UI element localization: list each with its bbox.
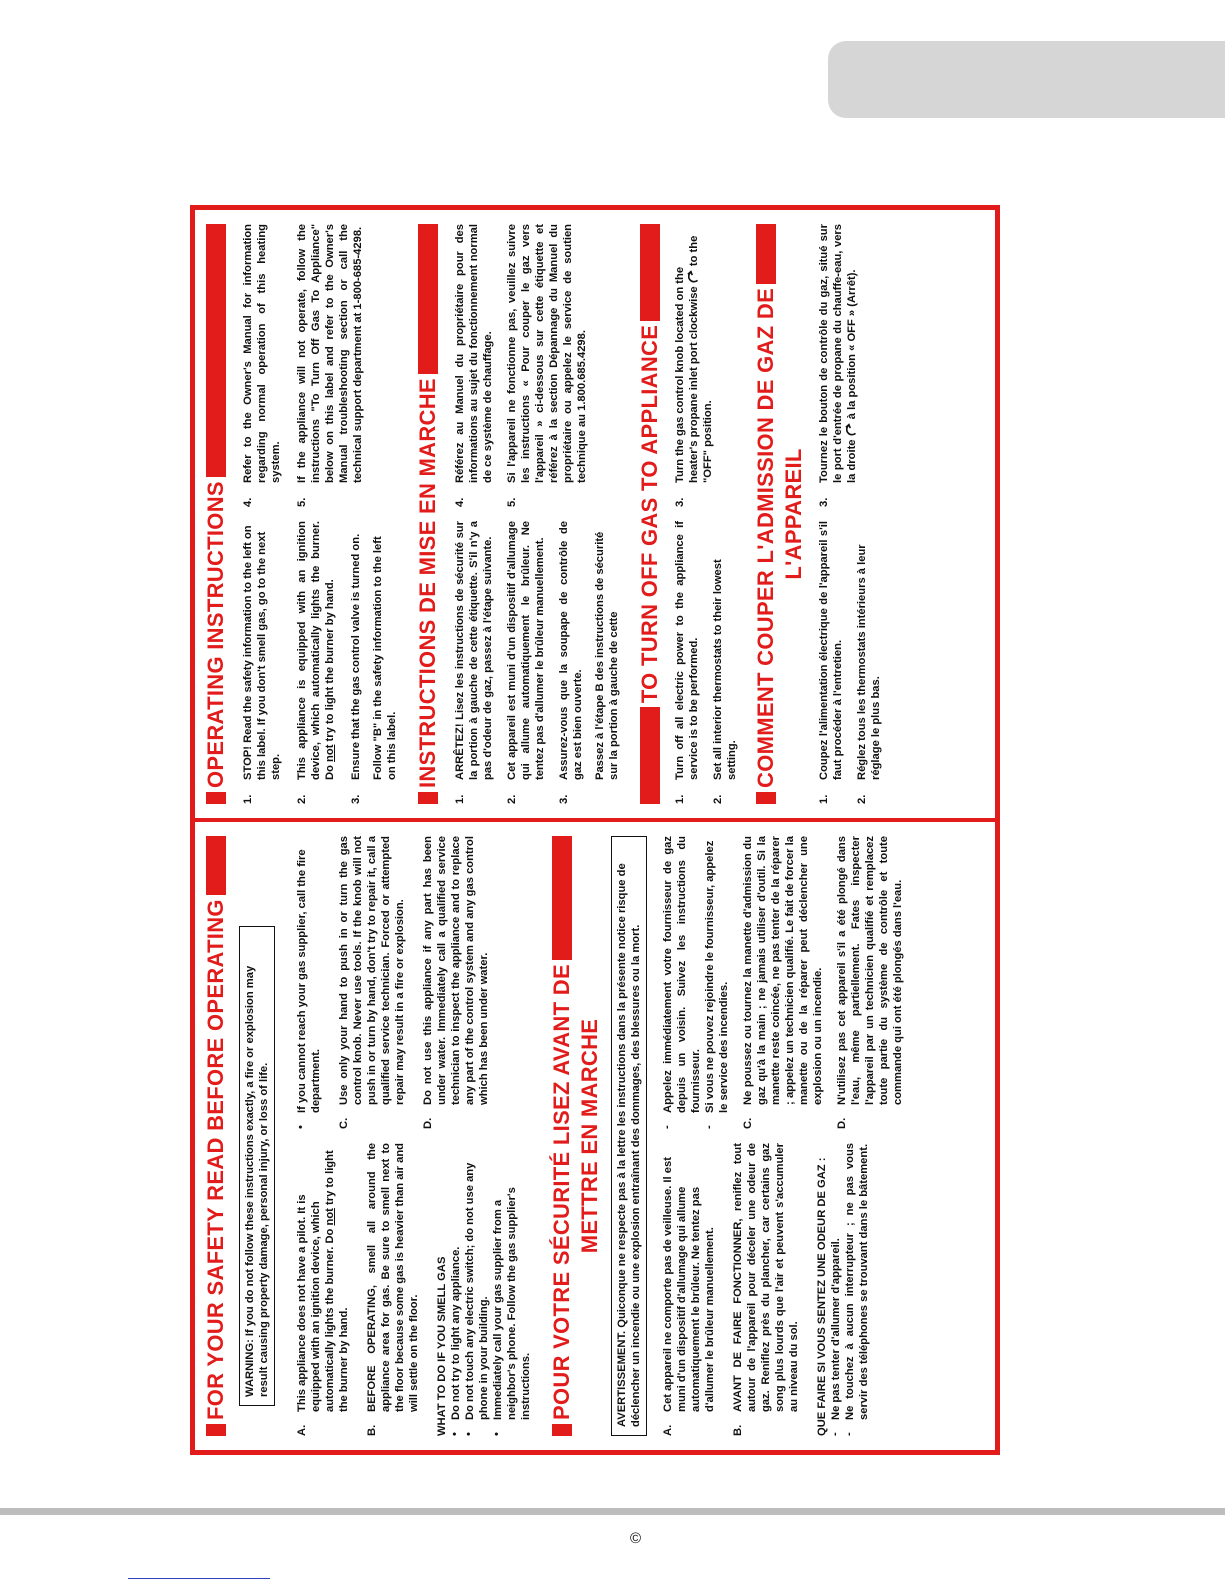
operating-step-3: Ensure that the gas control valve is turned on. bbox=[350, 533, 362, 780]
operating-heading-en: OPERATING INSTRUCTIONS bbox=[203, 224, 229, 804]
safety-item-d: Do not use this appliance if any part has been under water. Immediately call a qualified service technician to inspect the appliance and to replace any part of the control system and any gas control which has been under water. bbox=[422, 836, 490, 1105]
footer-link-underline[interactable] bbox=[128, 1578, 270, 1579]
turn-off-step-2: Set all interior thermostats to their lowest setting. bbox=[712, 559, 738, 780]
safety-heading-en: FOR YOUR SAFETY READ BEFORE OPERATING bbox=[203, 836, 229, 1436]
turn-off-step-1: Turn off all electric power to the appliance if service is to be performed. bbox=[674, 521, 700, 780]
securite-item-d: N'utilisez pas cet appareil s'il a été plongé dans l'eau, même partiellement. Fates inspecter l'appareil par un technicien qualifié et remplacez toute partie du système de contrôle et toute commande qui ont été plongés dans l'eau. bbox=[836, 836, 904, 1105]
operating-heading-fr: INSTRUCTIONS DE MISE EN MARCHE bbox=[415, 224, 441, 804]
operating-step-5: If the appliance will not operate, follow the instructions "To Turn Off Gas To Appliance" below on this label and refer to the Owner's Manual troubleshooting section or call the technical support department at 1-800-685-4298. bbox=[296, 224, 364, 483]
turn-off-heading-en: TO TURN OFF GAS TO APPLIANCE bbox=[637, 224, 663, 804]
que-faire-heading: QUE FAIRE SI VOUS SENTEZ UNE ODEUR DE GAZ : bbox=[816, 1157, 828, 1436]
mise-en-marche-step-3: Assurez-vous que la soupape de contrôle de gaz est bien ouverte. bbox=[558, 521, 584, 780]
what-to-do-heading: WHAT TO DO IF YOU SMELL GAS bbox=[436, 1256, 448, 1436]
safety-heading-fr: POUR VOTRE SÉCURITÉ LISEZ AVANT DE bbox=[549, 836, 575, 1436]
safety-item-a: This appliance does not have a pilot. It is equipped with an ignition device, which automatically lights the burner. Do not try to light the burner by hand. bbox=[296, 1150, 350, 1412]
operating-step-2: This appliance is equipped with an ignition device, which automatically lights the burner. Do not try to light the burner by hand. bbox=[296, 521, 336, 780]
couper-step-1: Coupez l'alimentation électrique de l'appareil s'il faut procéder à l'entretien. bbox=[818, 521, 844, 780]
securite-item-a: Cet appareil ne comporte pas de veilleuse. Il est muni d'un dispositif d'allumage qui allume automatiquement le brûleur. Ne tentez pas d'allumer le brûleur manuellement. bbox=[662, 1157, 716, 1412]
turn-off-heading-fr: COMMENT COUPER L'ADMISSION DE GAZ DE bbox=[753, 224, 779, 804]
safety-item-c: Use only your hand to push in or turn the gas control knob. Never use tools. If the knob will not push in or turn by hand, don't try to repair it, call a qualified service technician. Forced or attempted repair may result in a fire or explosion. bbox=[338, 836, 406, 1105]
couper-step-3: Tournez le bouton de contrôle du gaz, situé sur le port d'entrée de propane du chauffe-eau, vers la droite à la position « OFF » (Arrêt). bbox=[818, 224, 858, 483]
operating-column: OPERATING INSTRUCTIONS 1. STOP! Read the safety information to the left on this label. If you don't smell gas, go to the next step. 2. This appliance is equipped with an ignition device, which automatically lights the burner. Do not try to light the burner by hand. 3. Ensure that the gas control valve is turned on. Follow "B" in the safety information to the left on this label. 4. Refer to the Owner's Manual for information regarding normal operation of this heating system. 5. If the appliance will not operate, follow the instructions "To Turn Off Gas To Appliance" below on this label and refer to the Owner's Manual troubleshooting section or call the technical support department at 1-800-685-4298. INSTRUCTIONS DE MISE EN MARCHE 1. ARRÊTEZ! Lisez les instructions de sécurité sur la portion à gauche de cette étiquette. S'il n'y a pas d'odeur de gaz, passez à l'étape suivante. 2. Cet appareil est muni d'un dispositif d'allumage qui allume automatiquement le brûleur. Ne tentez pas d'allumer le brûleur manuellement. 3. Assurez-vous que la soupape de contrôle de gaz est bien ouverte. Passez à l'étape B des instructions de sécurité sur la portion à gauche de cette 4. Référez au Manuel du propriétaire pour des informations au sujet du fonctionnement normal de ce système de chauffage. 5. Si l'appareil ne fonctionne pas, veuillez suivre les instructions « Pour couper le gaz vers l'appareil » ci-dessous sur cette étiquette et référez à la section Dépannage du Manuel du propriétaire ou appelez le service de soutien technique au 1.800.685.4298. TO TURN OFF GAS TO APPLIANCE 1. Turn off all electric power to the appliance if service is to be performed. 2. Set all interior thermostats to their lowest setting. 3. Turn the gas control knob located on the heater's propane inlet port clockwise to the "OFF" position. COMMENT COUPER L'ADMISSION DE GAZ DE L'APPAREIL 1. Coupez l'alimentation électrique de l'appareil s'il faut procéder à l'entretien. 2. Réglez tous les thermostats intérieurs à leur réglage le plus bas. 3. Tournez le bouton de contrôle du gaz, situé sur le port d'entrée de propane du chauffe-eau, vers la droite à la position « OFF » (Arrêt). bbox=[195, 210, 995, 822]
operating-step-4: Refer to the Owner's Manual for information regarding normal operation of this heating system. bbox=[242, 224, 282, 483]
securite-item-b: AVANT DE FAIRE FONCTIONNER, reniflez tout autour de l'appareil pour déceler une odeur de gaz. Reniflez près du plancher, car certains gaz song plus lourds que l'air et peuvent s'accumuler au niveau du sol. bbox=[732, 1143, 800, 1412]
footer-rule bbox=[0, 1508, 1225, 1515]
copyright-symbol: © bbox=[630, 1530, 642, 1547]
page-corner-tab bbox=[828, 41, 1225, 118]
mise-en-marche-step-4: Référez au Manuel du propriétaire pour des informations au sujet du fonctionnement normal de ce système de chauffage. bbox=[454, 224, 494, 483]
mise-en-marche-step-1: ARRÊTEZ! Lisez les instructions de sécurité sur la portion à gauche de cette étiquette. S'il n'y a pas d'odeur de gaz, passez à l'étape suivante. bbox=[454, 521, 494, 780]
couper-step-2: Réglez tous les thermostats intérieurs à leur réglage le plus bas. bbox=[856, 544, 882, 780]
operating-step-1: STOP! Read the safety information to the left on this label. If you don't smell gas, go to the next step. bbox=[242, 525, 282, 780]
mise-en-marche-step-2: Cet appareil est muni d'un dispositif d'allumage qui allume automatiquement le brûleur. Ne tentez pas d'allumer le brûleur manuellement. bbox=[506, 521, 546, 780]
clockwise-arrow-icon bbox=[687, 269, 701, 283]
safety-item-b: BEFORE OPERATING, smell all around the appliance area for gas. Be sure to smell next to the floor because some gas is heavier than air and will settle on the floor. bbox=[366, 1143, 420, 1412]
clockwise-arrow-icon bbox=[845, 422, 859, 436]
turn-off-step-3: Turn the gas control knob located on the heater's propane inlet port clockwise to the "OFF" position. bbox=[674, 235, 715, 483]
safety-column: FOR YOUR SAFETY READ BEFORE OPERATING WARNING: If you do not follow these instructions exactly, a fire or explosion may result causing property damage, personal injury, or loss of life. A. This appliance does not have a pilot. It is equipped with an ignition device, which automatically lights the burner. Do not try to light the burner by hand. B. BEFORE OPERATING, smell all around the appliance area for gas. Be sure to smell next to the floor because some gas is heavier than air and will settle on the floor. WHAT TO DO IF YOU SMELL GAS • Do not try to light any appliance. • Do not touch any electric switch; do not use any phone in your building. • Immediately call your gas supplier from a neighbor's phone. Follow the gas supplier's instructions. • If you cannot reach your gas supplier, call the fire department. C. Use only your hand to push in or turn the gas control knob. Never use tools. If the knob will not push in or turn by hand, don't try to repair it, call a qualified service technician. Forced or attempted repair may result in a fire or explosion. D. Do not use this appliance if any part has been under water. Immediately call a qualified service technician to inspect the appliance and to replace any part of the control system and any gas control which has been under water. POUR VOTRE SÉCURITÉ LISEZ AVANT DE METTRE EN MARCHE AVERTISSEMENT. Quiconque ne respecte pas à la lettre les instructions dans la présente notice risque de déclencher un incendie ou une explosion entraînant des dommages, des blessures ou la mort. A. Cet appareil ne comporte pas de veilleuse. Il est muni d'un dispositif d'allumage qui allume automatiquement le brûleur. Ne tentez pas d'allumer le brûleur manuellement. B. AVANT DE FAIRE FONCTIONNER, reniflez tout autour de l'appareil pour déceler une odeur de gaz. Reniflez près du plancher, car certains gaz song plus lourds que l'air et peuvent s'accumuler au niveau du sol. QUE FAIRE SI VOUS SENTEZ UNE ODEUR DE GAZ : - Ne pas tenter d'allumer d'appareil. - Ne touchez à aucun interrupteur ; ne pas vous servir des téléphones se trouvant dans le bâtement. - Appelez immédiatement votre fournisseur de gaz depuis un voisin. Suivez les instructions du fournisseur. - Si vous ne pouvez rejoindre le fournisseur, appelez le service des incendies. C. Ne poussez ou tournez la manette d'admission du gaz qu'à la main ; ne jamais utiliser d'outil. Si la manette reste coincée, ne pas tenter de la réparer ; appelez un technicien qualifié. Le fait de forcer la manette ou de la réparer peut déclencher une explosion ou un incendie. D. N'utilisez pas cet appareil s'il a été plongé dans l'eau, même partiellement. Fates inspecter l'appareil par un technicien qualifié et remplacez toute partie du système de contrôle et toute commande qui ont été plongés dans l'eau. bbox=[203, 836, 904, 1436]
securite-item-c: Ne poussez ou tournez la manette d'admission du gaz qu'à la main ; ne jamais utiliser d'outil. Si la manette reste coincée, ne pas tenter de la réparer ; appelez un technicien qualifié. Le fait de forcer la manette ou de la réparer peut déclencher une explosion ou un incendie. bbox=[742, 836, 824, 1105]
avertissement-box: AVERTISSEMENT. Quiconque ne respecte pas à la lettre les instructions dans la présente notice risque de déclencher un incendie ou une explosion entraînant des dommages, des blessures ou la mort. bbox=[611, 836, 647, 1436]
safety-label-content bbox=[190, 205, 1000, 1455]
warning-box: WARNING: If you do not follow these instructions exactly, a fire or explosion may result causing property damage, personal injury, or loss of life. bbox=[239, 926, 275, 1406]
safety-label bbox=[190, 205, 1000, 1455]
mise-en-marche-step-5: Si l'appareil ne fonctionne pas, veuillez suivre les instructions « Pour couper le gaz vers l'appareil » ci-dessous sur cette étiquette et référez à la section Dépannage du Manuel du propriétaire ou appelez le service de soutien technique au 1.800.685.4298. bbox=[506, 224, 588, 483]
